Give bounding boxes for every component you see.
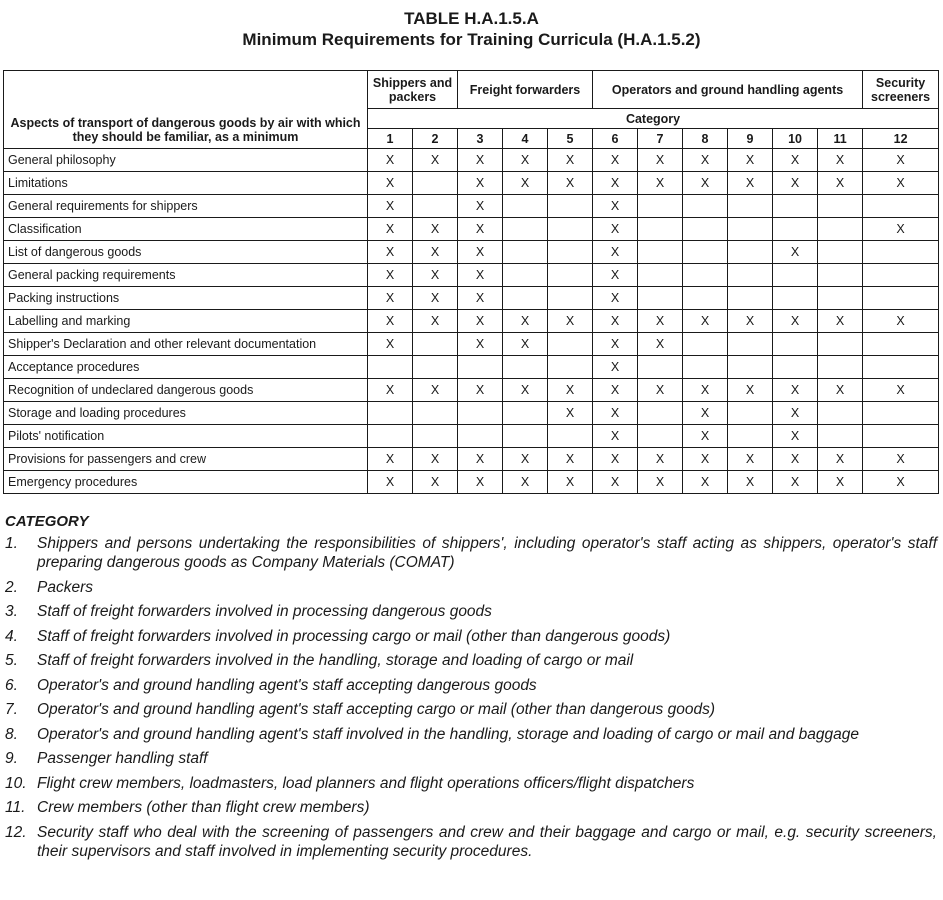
requirement-mark: X (368, 264, 413, 287)
legend-item-text: Shippers and persons undertaking the responsibilities of shippers', including operator's staff acting as shippers, operator's staff preparing dangerous goods as Company Materials (COMAT) (37, 535, 937, 571)
requirement-mark: X (638, 310, 683, 333)
requirement-mark: X (548, 172, 593, 195)
requirements-table (3, 70, 939, 494)
requirement-mark: X (638, 333, 683, 356)
requirement-mark (638, 402, 683, 425)
title-block (0, 9, 943, 50)
requirement-mark: X (503, 333, 548, 356)
requirement-mark: X (368, 310, 413, 333)
requirement-mark (548, 264, 593, 287)
requirement-mark: X (593, 287, 638, 310)
legend-item (5, 823, 937, 861)
legend-item (5, 725, 937, 744)
requirement-mark (368, 425, 413, 448)
legend-item (5, 774, 937, 793)
requirement-mark (548, 333, 593, 356)
requirement-mark (818, 425, 863, 448)
legend-item-text: Flight crew members, loadmasters, load planners and flight operations officers/flight dispatchers (37, 774, 695, 792)
requirement-mark: X (458, 471, 503, 494)
requirement-mark (683, 195, 728, 218)
legend-item-text: Operator's and ground handling agent's staff involved in the handling, storage and loading of cargo or mail and baggage (37, 725, 859, 743)
requirement-mark (638, 356, 683, 379)
legend-item-number: 4. (5, 627, 18, 645)
requirement-mark: X (458, 448, 503, 471)
category-header: Category (368, 109, 939, 129)
group-header-security: Security screeners (863, 71, 939, 109)
requirement-mark (728, 241, 773, 264)
requirement-mark (413, 425, 458, 448)
table-row (4, 471, 939, 494)
requirement-mark (683, 333, 728, 356)
requirement-mark: X (728, 448, 773, 471)
requirement-mark: X (458, 241, 503, 264)
legend-item-text: Passenger handling staff (37, 750, 208, 767)
requirement-mark: X (503, 172, 548, 195)
requirement-mark (548, 356, 593, 379)
aspect-column-header: Aspects of transport of dangerous goods by air with which they should be familiar, as a minimum (4, 71, 368, 149)
legend-item (5, 602, 937, 621)
requirement-mark: X (773, 425, 818, 448)
requirement-mark: X (413, 448, 458, 471)
aspect-label: General requirements for shippers (4, 195, 368, 218)
requirement-mark: X (638, 471, 683, 494)
requirement-mark (818, 195, 863, 218)
category-legend (5, 512, 937, 866)
requirement-mark: X (503, 448, 548, 471)
requirement-mark: X (593, 195, 638, 218)
requirement-mark: X (683, 379, 728, 402)
table-row (4, 379, 939, 402)
requirement-mark (683, 287, 728, 310)
requirement-mark (773, 218, 818, 241)
requirement-mark: X (818, 448, 863, 471)
requirement-mark: X (413, 287, 458, 310)
requirement-mark (683, 218, 728, 241)
aspect-label: Recognition of undeclared dangerous goods (4, 379, 368, 402)
aspect-label: Limitations (4, 172, 368, 195)
requirement-mark (863, 356, 939, 379)
category-number: 9 (728, 129, 773, 149)
requirement-mark: X (773, 402, 818, 425)
requirement-mark: X (728, 310, 773, 333)
requirement-mark: X (818, 471, 863, 494)
requirement-mark: X (413, 379, 458, 402)
legend-item (5, 749, 937, 768)
requirement-mark: X (368, 149, 413, 172)
requirement-mark (863, 264, 939, 287)
requirement-mark: X (413, 310, 458, 333)
legend-item-number: 9. (5, 750, 18, 767)
requirement-mark: X (818, 149, 863, 172)
aspect-label: Shipper's Declaration and other relevant documentation (4, 333, 368, 356)
aspect-label: Labelling and marking (4, 310, 368, 333)
requirement-mark: X (593, 218, 638, 241)
requirement-mark: X (728, 379, 773, 402)
requirement-mark (503, 402, 548, 425)
legend-item-text: Operator's and ground handling agent's staff accepting cargo or mail (other than dangerous goods) (37, 701, 716, 718)
requirement-mark (773, 195, 818, 218)
requirement-mark (503, 195, 548, 218)
requirement-mark: X (683, 310, 728, 333)
table-row (4, 287, 939, 310)
requirement-mark: X (368, 379, 413, 402)
requirement-mark (683, 356, 728, 379)
category-number: 5 (548, 129, 593, 149)
legend-item (5, 651, 937, 670)
legend-item-text: Staff of freight forwarders involved in processing cargo or mail (other than dangerous goods) (37, 627, 671, 645)
requirement-mark (458, 425, 503, 448)
category-number: 1 (368, 129, 413, 149)
requirement-mark: X (728, 172, 773, 195)
requirement-mark (818, 402, 863, 425)
requirements-table-body (4, 149, 939, 494)
aspect-label: General packing requirements (4, 264, 368, 287)
requirement-mark: X (683, 172, 728, 195)
requirement-mark: X (728, 149, 773, 172)
requirement-mark (503, 425, 548, 448)
requirement-mark: X (863, 379, 939, 402)
legend-heading: CATEGORY (5, 513, 89, 530)
requirement-mark: X (548, 471, 593, 494)
legend-item-text: Operator's and ground handling agent's staff accepting dangerous goods (37, 676, 537, 694)
requirement-mark (413, 333, 458, 356)
group-header-freight: Freight forwarders (458, 71, 593, 109)
table-row (4, 310, 939, 333)
requirement-mark: X (638, 379, 683, 402)
legend-item-number: 5. (5, 652, 18, 669)
requirement-mark: X (458, 149, 503, 172)
requirement-mark (413, 356, 458, 379)
requirement-mark: X (593, 471, 638, 494)
aspect-label: Acceptance procedures (4, 356, 368, 379)
requirement-mark: X (863, 172, 939, 195)
legend-item-number: 8. (5, 725, 18, 743)
requirement-mark (638, 287, 683, 310)
requirement-mark (503, 287, 548, 310)
requirement-mark: X (593, 425, 638, 448)
requirement-mark (863, 195, 939, 218)
group-header-shippers: Shippers and packers (368, 71, 458, 109)
table-row (4, 264, 939, 287)
legend-item-number: 7. (5, 701, 18, 718)
requirement-mark: X (773, 448, 818, 471)
requirement-mark: X (458, 264, 503, 287)
requirement-mark: X (593, 333, 638, 356)
requirement-mark (503, 241, 548, 264)
legend-list (5, 534, 937, 861)
requirement-mark: X (413, 264, 458, 287)
requirement-mark: X (368, 448, 413, 471)
table-row (4, 333, 939, 356)
requirement-mark (818, 264, 863, 287)
requirement-mark: X (458, 333, 503, 356)
requirement-mark: X (818, 172, 863, 195)
requirement-mark: X (773, 172, 818, 195)
requirement-mark: X (503, 310, 548, 333)
requirement-mark: X (458, 172, 503, 195)
requirement-mark: X (593, 149, 638, 172)
requirement-mark (818, 218, 863, 241)
requirement-mark: X (683, 402, 728, 425)
requirement-mark: X (773, 241, 818, 264)
requirement-mark (773, 356, 818, 379)
requirement-mark (773, 333, 818, 356)
aspect-label: List of dangerous goods (4, 241, 368, 264)
requirement-mark: X (863, 448, 939, 471)
requirement-mark: X (593, 356, 638, 379)
requirement-mark (413, 195, 458, 218)
requirement-mark: X (503, 149, 548, 172)
requirement-mark (863, 425, 939, 448)
requirement-mark: X (368, 333, 413, 356)
requirement-mark (548, 287, 593, 310)
requirement-mark (773, 287, 818, 310)
category-number: 3 (458, 129, 503, 149)
category-number: 12 (863, 129, 939, 149)
requirement-mark (728, 218, 773, 241)
legend-item (5, 700, 937, 719)
requirement-mark: X (368, 195, 413, 218)
requirement-mark (458, 356, 503, 379)
requirement-mark (683, 264, 728, 287)
requirement-mark (503, 264, 548, 287)
table-row (4, 241, 939, 264)
requirement-mark: X (458, 218, 503, 241)
requirement-mark: X (413, 241, 458, 264)
requirement-mark (863, 402, 939, 425)
group-header-operators: Operators and ground handling agents (593, 71, 863, 109)
requirement-mark: X (548, 402, 593, 425)
requirement-mark (818, 356, 863, 379)
requirement-mark: X (458, 379, 503, 402)
requirement-mark (728, 287, 773, 310)
category-number: 7 (638, 129, 683, 149)
requirement-mark (863, 241, 939, 264)
requirement-mark: X (683, 471, 728, 494)
table-row (4, 448, 939, 471)
requirement-mark (548, 195, 593, 218)
requirement-mark (638, 241, 683, 264)
requirement-mark: X (683, 149, 728, 172)
requirement-mark: X (638, 448, 683, 471)
table-row (4, 195, 939, 218)
legend-item-number: 11. (5, 799, 26, 816)
requirement-mark (728, 402, 773, 425)
requirement-mark: X (863, 218, 939, 241)
legend-item-number: 6. (5, 676, 18, 694)
requirement-mark: X (683, 425, 728, 448)
legend-item (5, 676, 937, 695)
legend-item-text: Staff of freight forwarders involved in processing dangerous goods (37, 603, 492, 620)
requirement-mark (863, 333, 939, 356)
legend-item (5, 627, 937, 646)
requirement-mark: X (593, 310, 638, 333)
table-row (4, 356, 939, 379)
requirement-mark (638, 425, 683, 448)
legend-item-number: 10. (5, 774, 27, 792)
requirement-mark: X (458, 195, 503, 218)
requirement-mark: X (773, 379, 818, 402)
requirement-mark (548, 218, 593, 241)
requirement-mark: X (773, 310, 818, 333)
table-row (4, 402, 939, 425)
requirement-mark (728, 333, 773, 356)
requirement-mark: X (593, 379, 638, 402)
requirement-mark: X (458, 310, 503, 333)
requirement-mark: X (728, 471, 773, 494)
requirement-mark (503, 356, 548, 379)
requirement-mark: X (593, 241, 638, 264)
requirement-mark: X (413, 471, 458, 494)
aspect-label: Emergency procedures (4, 471, 368, 494)
requirement-mark: X (413, 149, 458, 172)
category-number: 4 (503, 129, 548, 149)
requirement-mark: X (548, 149, 593, 172)
requirement-mark (638, 264, 683, 287)
requirement-mark: X (413, 218, 458, 241)
legend-item (5, 534, 937, 572)
table-row (4, 172, 939, 195)
requirement-mark (548, 425, 593, 448)
table-row (4, 149, 939, 172)
requirement-mark: X (548, 310, 593, 333)
requirement-mark (503, 218, 548, 241)
requirement-mark (773, 264, 818, 287)
aspect-label: Packing instructions (4, 287, 368, 310)
aspect-label: General philosophy (4, 149, 368, 172)
legend-item-text: Security staff who deal with the screening of passengers and crew and their baggage and cargo or mail, e.g. security screeners, their supervisors and staff involved in implementing security procedures. (37, 823, 937, 860)
requirement-mark (728, 425, 773, 448)
requirement-mark (683, 241, 728, 264)
requirement-mark (368, 356, 413, 379)
requirement-mark: X (593, 264, 638, 287)
requirement-mark: X (368, 172, 413, 195)
requirement-mark: X (638, 149, 683, 172)
requirement-mark: X (863, 310, 939, 333)
requirement-mark: X (593, 172, 638, 195)
requirement-mark (413, 172, 458, 195)
legend-item-number: 12. (5, 823, 27, 841)
requirement-mark: X (503, 471, 548, 494)
requirement-mark: X (863, 471, 939, 494)
requirement-mark (413, 402, 458, 425)
requirement-mark: X (773, 471, 818, 494)
category-number: 2 (413, 129, 458, 149)
aspect-label: Storage and loading procedures (4, 402, 368, 425)
requirement-mark (548, 241, 593, 264)
requirement-mark (863, 287, 939, 310)
requirement-mark: X (368, 241, 413, 264)
requirement-mark (818, 333, 863, 356)
category-number: 6 (593, 129, 638, 149)
requirement-mark: X (593, 448, 638, 471)
requirement-mark: X (863, 149, 939, 172)
requirement-mark: X (368, 287, 413, 310)
requirement-mark: X (818, 310, 863, 333)
requirement-mark: X (548, 379, 593, 402)
requirement-mark: X (458, 287, 503, 310)
table-title: TABLE H.A.1.5.A (404, 9, 539, 28)
requirement-mark: X (368, 471, 413, 494)
legend-item-text: Packers (37, 578, 93, 596)
requirement-mark (728, 356, 773, 379)
table-row (4, 218, 939, 241)
requirement-mark (818, 287, 863, 310)
category-number: 8 (683, 129, 728, 149)
legend-item-number: 2. (5, 578, 18, 596)
aspect-label: Pilots' notification (4, 425, 368, 448)
requirement-mark: X (818, 379, 863, 402)
aspect-label: Provisions for passengers and crew (4, 448, 368, 471)
requirement-mark (638, 195, 683, 218)
requirement-mark (728, 264, 773, 287)
requirement-mark (818, 241, 863, 264)
legend-item-text: Staff of freight forwarders involved in the handling, storage and loading of cargo or mail (37, 652, 634, 669)
aspect-label: Classification (4, 218, 368, 241)
requirement-mark (458, 402, 503, 425)
requirement-mark: X (593, 402, 638, 425)
table-row (4, 425, 939, 448)
legend-item-number: 1. (5, 535, 18, 552)
category-number: 10 (773, 129, 818, 149)
requirement-mark (728, 195, 773, 218)
legend-item-number: 3. (5, 603, 18, 620)
legend-item (5, 798, 937, 817)
table-subtitle: Minimum Requirements for Training Curricula (H.A.1.5.2) (242, 30, 701, 49)
requirement-mark: X (548, 448, 593, 471)
requirement-mark: X (503, 379, 548, 402)
requirement-mark: X (773, 149, 818, 172)
requirement-mark: X (638, 172, 683, 195)
requirement-mark (368, 402, 413, 425)
legend-item-text: Crew members (other than flight crew members) (37, 799, 370, 816)
category-number: 11 (818, 129, 863, 149)
legend-item (5, 578, 937, 597)
requirement-mark: X (368, 218, 413, 241)
requirement-mark (638, 218, 683, 241)
requirement-mark: X (683, 448, 728, 471)
